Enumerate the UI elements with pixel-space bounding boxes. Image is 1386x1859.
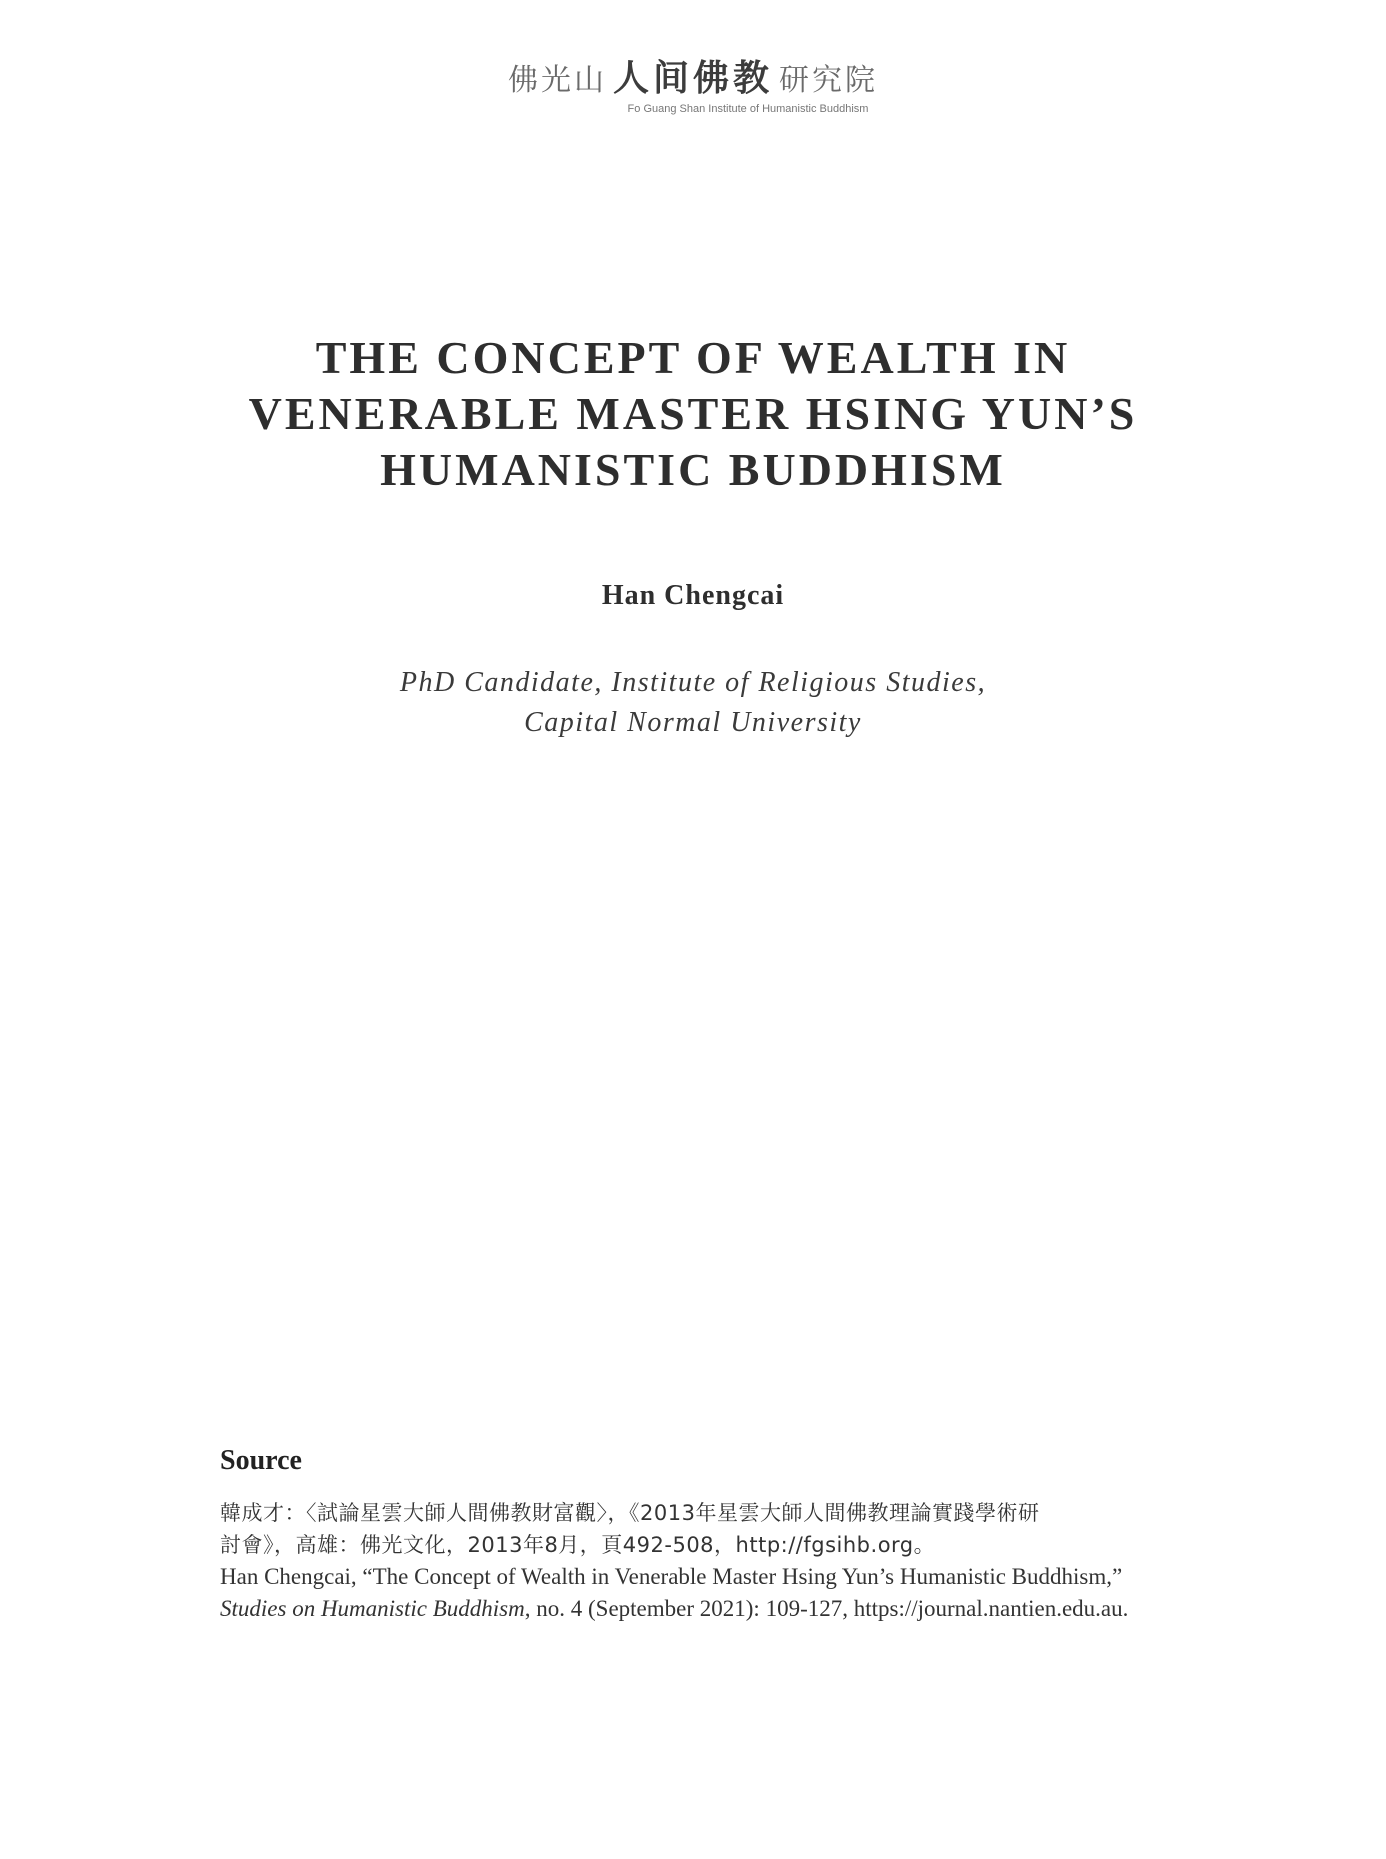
logo-subtitle: Fo Guang Shan Institute of Humanistic Buddhism (627, 103, 869, 115)
affiliation-line-1: PhD Candidate, Institute of Religious Studies, (399, 667, 987, 698)
institute-logo (0, 57, 1386, 115)
logo-left-text: 佛光山 (507, 63, 607, 98)
logo-wordmark (0, 57, 1386, 99)
logo-right-text: 研究院 (779, 63, 878, 98)
title-line-3: HUMANISTIC BUDDHISM (380, 444, 1006, 495)
logo-brush-text: 人间佛教 (612, 57, 773, 99)
title-line-2: VENERABLE MASTER HSING YUN’S (248, 388, 1138, 439)
source-section (220, 1445, 1210, 1625)
paper-title (100, 330, 1286, 498)
chinese-citation-line-1: 韓成才：〈試論星雲大師人間佛教財富觀〉，《2013年星雲大師人間佛教理論實踐學術研 (220, 1501, 1040, 1525)
author-name: Han Chengcai (601, 580, 785, 611)
english-citation-line-1: Han Chengcai, “The Concept of Wealth in Venerable Master Hsing Yun’s Humanistic Buddhism,” (220, 1564, 1123, 1589)
source-citations (220, 1497, 1210, 1625)
journal-title: Studies on Humanistic Buddhism (220, 1596, 525, 1621)
author-affiliation (0, 663, 1386, 743)
english-citation-line-2 (220, 1593, 1210, 1625)
chinese-citation-line-2: 討會》，高雄：佛光文化，2013年8月，頁492-508，http://fgsihb.org。 (220, 1533, 936, 1557)
source-heading: Source (220, 1445, 302, 1476)
citation-details: , no. 4 (September 2021): 109-127, https://journal.nantien.edu.au. (524, 1596, 1129, 1621)
affiliation-line-2: Capital Normal University (524, 707, 862, 738)
title-line-1: THE CONCEPT OF WEALTH IN (315, 332, 1071, 383)
